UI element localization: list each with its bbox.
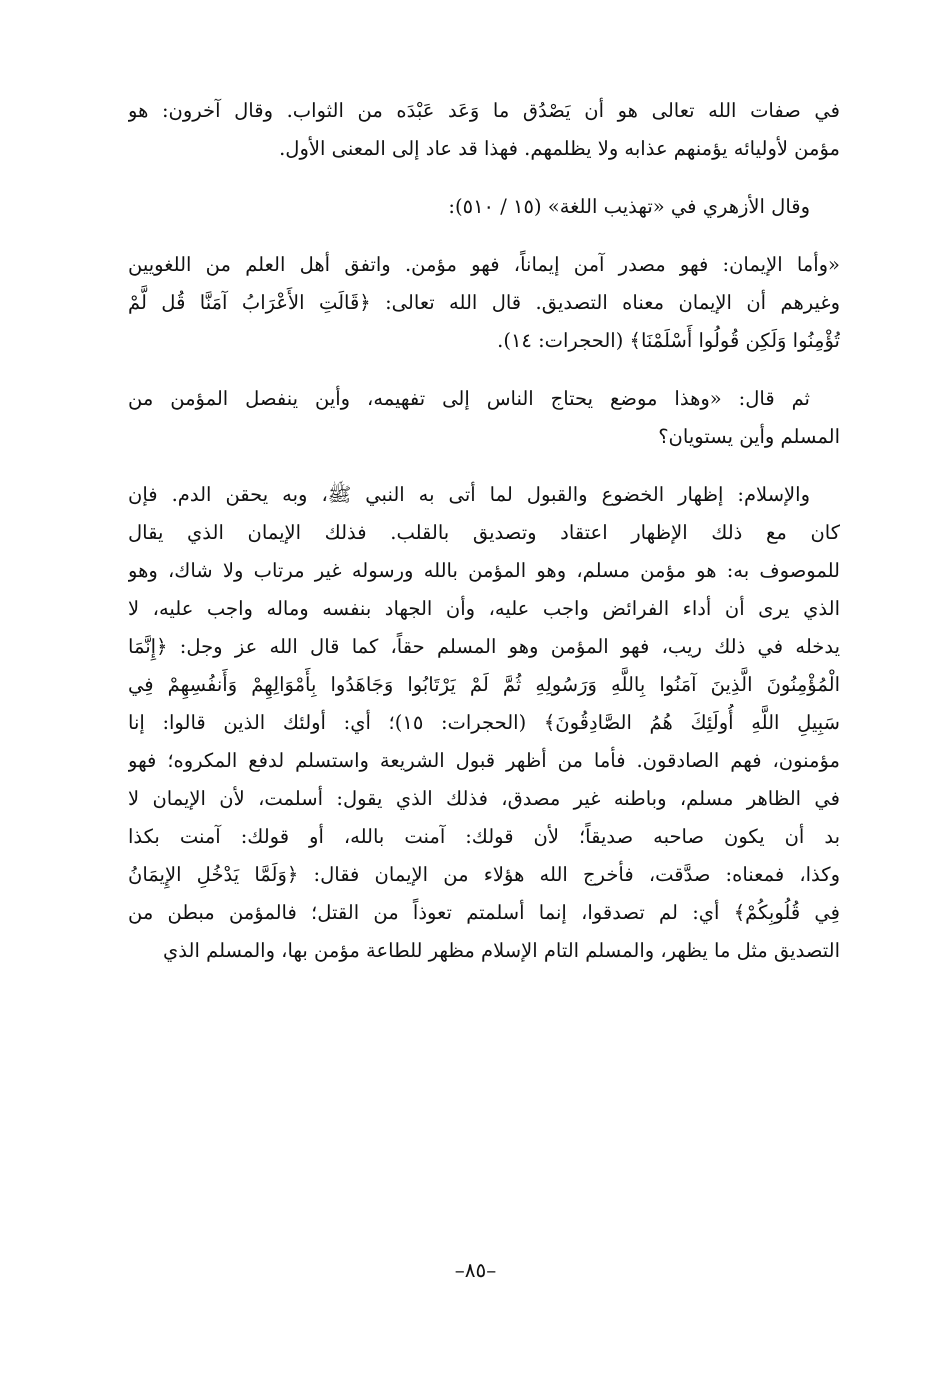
paragraph-gap xyxy=(128,456,840,476)
paragraph xyxy=(128,476,840,970)
text-line: سَبِيلِ اللَّهِ أُولَئِكَ هُمُ الصَّادِقُونَ﴾ (الحجرات: ١٥)؛ أي: أولئك الذين قالوا: إنا xyxy=(128,711,840,734)
paragraph-gap xyxy=(128,360,840,380)
text-line: فِي قُلُوبِكُمْ﴾ أي: لم تصدقوا، إنما أسلمتم تعوذاً من القتل؛ فالمؤمن مبطن من xyxy=(128,901,840,924)
text-line: المسلم وأين يستويان؟ xyxy=(658,425,840,448)
paragraph xyxy=(128,246,840,360)
text-line: في الظاهر مسلم، وباطنه غير مصدق، فذلك الذي يقول: أسلمت، لأن الإيمان لا xyxy=(128,787,840,810)
text-line: كان مع ذلك الإظهار اعتقاد وتصديق بالقلب. فذلك الإيمان الذي يقال xyxy=(128,521,840,544)
text-line: والإسلام: إظهار الخضوع والقبول لما أتى به النبي ﷺ، وبه يحقن الدم. فإن xyxy=(128,483,810,506)
paragraph xyxy=(128,92,840,168)
text-line: وكذا، فمعناه: صدَّقت، فأخرج الله هؤلاء من الإيمان فقال: ﴿وَلَمَّا يَدْخُلِ الإِيمَانُ xyxy=(128,863,840,886)
text-line: مؤمنون، فهم الصادقون. فأما من أظهر قبول الشريعة واستسلم لدفع المكروه؛ فهو xyxy=(128,749,840,772)
paragraph-gap xyxy=(128,168,840,188)
text-line: ثم قال: «وهذا موضع يحتاج الناس إلى تفهيمه، وأين ينفصل المؤمن من xyxy=(128,387,810,410)
text-line: يدخله في ذلك ريب، فهو المؤمن وهو المسلم حقاً، كما قال الله عز وجل: ﴿إِنَّمَا xyxy=(128,635,840,658)
page-body xyxy=(128,92,840,1292)
text-line: الذي يرى أن أداء الفرائض واجب عليه، وأن الجهاد بنفسه وماله واجب عليه، لا xyxy=(128,597,840,620)
text-line: الْمُؤْمِنُونَ الَّذِينَ آمَنُوا بِاللَّهِ وَرَسُولِهِ ثُمَّ لَمْ يَرْتَابُوا وَجَاهَدُوا بِأَمْوَالِهِمْ وَأَنفُسِهِمْ فِي xyxy=(128,673,840,696)
text-line: مؤمن لأوليائه يؤمنهم عذابه ولا يظلمهم. فهذا قد عاد إلى المعنى الأول. xyxy=(279,137,840,160)
page-number: –٨٥– xyxy=(454,1258,497,1282)
text-line: وقال الأزهري في «تهذيب اللغة» (١٥ / ٥١٠): xyxy=(448,195,810,218)
text-line: بد أن يكون صاحبه صديقاً؛ لأن قولك: آمنت بالله، أو قولك: آمنت بكذا xyxy=(128,825,840,848)
text-line: تُؤْمِنُوا وَلَكِن قُولُوا أَسْلَمْنَا﴾ (الحجرات: ١٤). xyxy=(497,329,840,352)
text-line: وغيرهم أن الإيمان معناه التصديق. قال الله تعالى: ﴿قَالَتِ الأَعْرَابُ آمَنَّا قُل لَّمْ xyxy=(128,291,840,314)
text-line: للموصوف به: هو مؤمن مسلم، وهو المؤمن بالله ورسوله غير مرتاب ولا شاك، وهو xyxy=(128,559,840,582)
text-line: «وأما الإيمان: فهو مصدر آمن إيماناً، فهو مؤمن. واتفق أهل العلم من اللغويين xyxy=(128,253,840,276)
paragraph xyxy=(128,188,840,226)
text-line: التصديق مثل ما يظهر، والمسلم التام الإسلام مظهر للطاعة مؤمن بها، والمسلم الذي xyxy=(163,939,840,962)
paragraph xyxy=(128,380,840,456)
text-line: في صفات الله تعالى هو أن يَصْدُق ما وَعَد عَبْدَه من الثواب. وقال آخرون: هو xyxy=(128,99,840,122)
paragraph-gap xyxy=(128,226,840,246)
